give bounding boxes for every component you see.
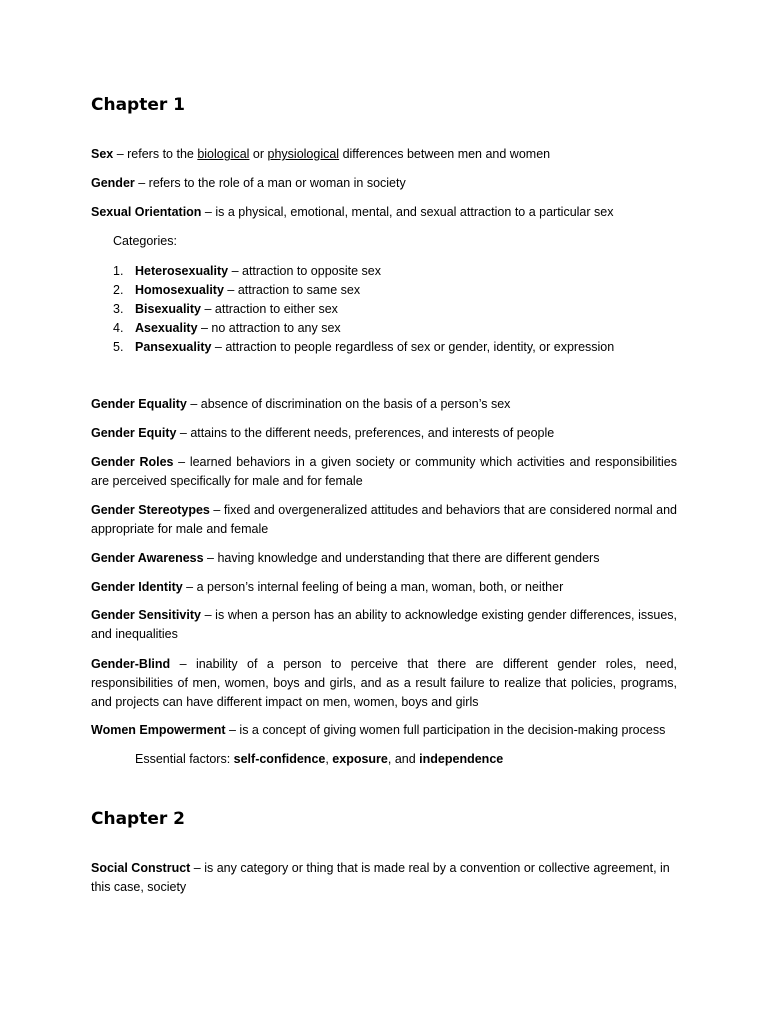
definition-text: – attraction to either sex <box>201 302 338 316</box>
term: Gender Equity <box>91 426 177 440</box>
list-number: 2. <box>113 283 124 297</box>
categories-label: Categories: <box>113 234 177 248</box>
definition-text: – no attraction to any sex <box>197 321 341 335</box>
list-item <box>91 338 614 357</box>
categories-list <box>91 262 614 357</box>
definition-gender-stereotypes <box>91 501 677 539</box>
definition-sexual-orientation <box>91 203 677 222</box>
term: Gender Awareness <box>91 551 204 565</box>
term: Gender Identity <box>91 580 183 594</box>
term: Heterosexuality <box>135 264 229 278</box>
term: Gender Equality <box>91 397 187 411</box>
term: Social Construct <box>91 861 191 875</box>
definition-text: – is a physical, emotional, mental, and sexual attraction to a particular sex <box>201 205 614 219</box>
definition-text: – is when a person has an ability to acknowledge existing gender differences, issues, and inequalities <box>91 608 677 641</box>
term: Bisexuality <box>135 302 202 316</box>
definition-text: – attains to the different needs, preferences, and interests of people <box>176 426 555 440</box>
definition-text: – fixed and overgeneralized attitudes and behaviors that are considered normal and appropriate for male and female <box>91 503 677 536</box>
separator: , and <box>387 752 420 766</box>
term: Gender <box>91 176 135 190</box>
term: Women Empowerment <box>91 723 226 737</box>
term: Gender-Blind <box>91 657 171 671</box>
list-number: 1. <box>113 264 124 278</box>
term: Sex <box>91 147 114 161</box>
underlined-word: physiological <box>267 147 340 161</box>
essential-factors <box>135 750 503 769</box>
definition-sex <box>91 145 677 164</box>
definition-gender-identity <box>91 578 677 597</box>
term: Gender Sensitivity <box>91 608 201 622</box>
definition-text: or <box>249 147 268 161</box>
list-item <box>91 319 614 338</box>
chapter-1-heading: Chapter 1 <box>91 95 186 115</box>
term: Pansexuality <box>135 340 212 354</box>
term: Homosexuality <box>135 283 224 297</box>
list-item <box>91 300 614 319</box>
factor: independence <box>419 752 504 766</box>
definition-text: – a person’s internal feeling of being a man, woman, both, or neither <box>182 580 564 594</box>
term: Asexuality <box>135 321 198 335</box>
separator: , <box>325 752 333 766</box>
list-number: 5. <box>113 340 124 354</box>
factor: self-confidence <box>233 752 326 766</box>
definition-text: – is a concept of giving women full participation in the decision-making process <box>225 723 666 737</box>
definition-text: differences between men and women <box>339 147 551 161</box>
definition-women-empowerment <box>91 721 677 740</box>
definition-text: – attraction to same sex <box>223 283 361 297</box>
definition-gender-equity <box>91 424 677 443</box>
definition-gender-equality <box>91 395 677 414</box>
definition-text: – refers to the <box>113 147 198 161</box>
term: Gender Stereotypes <box>91 503 210 517</box>
essential-label: Essential factors: <box>135 752 234 766</box>
term: Gender Roles <box>91 455 174 469</box>
definition-text: – refers to the role of a man or woman in society <box>134 176 406 190</box>
definition-gender-blind <box>91 655 677 712</box>
list-number: 3. <box>113 302 124 316</box>
definition-gender <box>91 174 677 193</box>
definition-text: – attraction to people regardless of sex or gender, identity, or expression <box>211 340 615 354</box>
list-item <box>91 262 614 281</box>
chapter-2-heading: Chapter 2 <box>91 809 186 829</box>
term: Sexual Orientation <box>91 205 202 219</box>
definition-gender-awareness <box>91 549 677 568</box>
definition-gender-roles <box>91 453 677 491</box>
definition-text: – absence of discrimination on the basis of a person’s sex <box>186 397 511 411</box>
definition-text: – attraction to opposite sex <box>228 264 381 278</box>
list-item <box>91 281 614 300</box>
factor: exposure <box>332 752 388 766</box>
list-number: 4. <box>113 321 124 335</box>
underlined-word: biological <box>197 147 250 161</box>
definition-text: – learned behaviors in a given society or community which activities and responsibilities are perceived specifically for male and for female <box>91 455 677 488</box>
definition-social-construct <box>91 859 677 897</box>
definition-text: – is any category or thing that is made real by a convention or collective agreement, in this case, society <box>91 861 670 894</box>
definition-text: – having knowledge and understanding that there are different genders <box>203 551 600 565</box>
definition-gender-sensitivity <box>91 606 677 644</box>
definition-text: – inability of a person to perceive that there are different gender roles, need, responsibilities of men, women, boys and girls, and as a result failure to realize that policies, programs, and projects can have different impact on men, women, boys and girls <box>91 657 677 709</box>
